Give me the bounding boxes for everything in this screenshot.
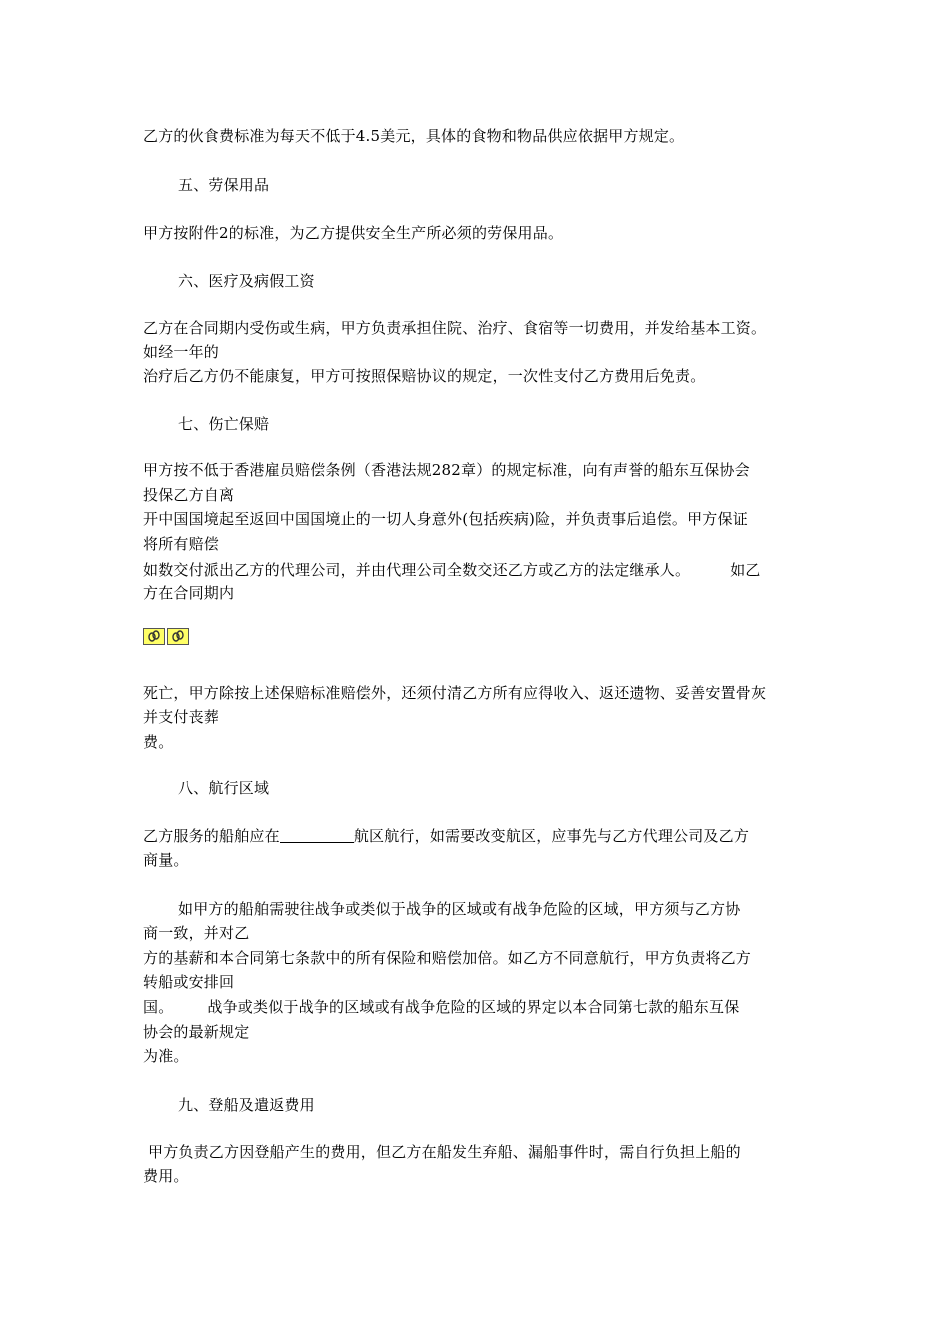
text-line: 方的基薪和本合同第七条款中的所有保险和赔偿加倍。如乙方不同意航行，甲方负责将乙方	[143, 949, 752, 967]
text-line: 甲方按附件2的标准，为乙方提供安全生产所必须的劳保用品。	[143, 224, 564, 242]
text-segment: 如数交付派出乙方的代理公司，并由代理公司全数交还乙方或乙方的法定继承人。	[143, 561, 691, 579]
section-heading-9: 九、登船及遣返费用	[178, 1096, 315, 1114]
text-line: 甲方按不低于香港雇员赔偿条例（香港法规282章）的规定标准，向有声誉的船东互保协会	[143, 461, 750, 479]
text-line	[143, 827, 749, 845]
text-line: 投保乙方自离	[143, 486, 235, 504]
text-line: 将所有赔偿	[143, 535, 220, 553]
text-line: 方在合同期内	[143, 584, 235, 602]
text-line: 费用。	[143, 1167, 189, 1185]
text-line: 并支付丧葬	[143, 708, 220, 726]
text-line: 乙方在合同期内受伤或生病，甲方负责承担住院、治疗、食宿等一切费用，并发给基本工资。	[143, 319, 767, 337]
text-line: 甲方负责乙方因登船产生的费用，但乙方在船发生弃船、漏船事件时，需自行负担上船的	[148, 1143, 741, 1161]
embedded-object-icons	[143, 628, 191, 645]
section-heading-8: 八、航行区域	[178, 779, 270, 797]
text-line	[143, 998, 739, 1016]
fill-in-blank	[280, 828, 354, 843]
text-line: 如经一年的	[143, 343, 220, 361]
section-heading-6: 六、医疗及病假工资	[178, 272, 315, 290]
link-icon[interactable]	[167, 628, 189, 645]
text-line: 如甲方的船舶需驶往战争或类似于战争的区域或有战争危险的区域，甲方须与乙方协	[178, 900, 741, 918]
text-line: 协会的最新规定	[143, 1023, 250, 1041]
text-segment: 乙方服务的船舶应在	[143, 827, 280, 845]
text-segment: 航区航行，如需要改变航区，应事先与乙方代理公司及乙方	[353, 827, 750, 845]
text-line: 转船或安排回	[143, 973, 235, 991]
text-line: 治疗后乙方仍不能康复，甲方可按照保赔协议的规定，一次性支付乙方费用后免责。	[143, 367, 706, 385]
text-line: 死亡，甲方除按上述保赔标准赔偿外，还须付清乙方所有应得收入、返还遗物、妥善安置骨灰	[143, 684, 767, 702]
section-heading-5: 五、劳保用品	[178, 176, 270, 194]
text-line	[143, 561, 761, 579]
text-line: 商一致，并对乙	[143, 924, 250, 942]
text-line: 为准。	[143, 1047, 189, 1065]
text-segment: 如乙	[730, 561, 761, 579]
text-segment: 战争或类似于战争的区域或有战争危险的区域的界定以本合同第七款的船东互保	[207, 998, 740, 1016]
text-line: 商量。	[143, 851, 189, 869]
text-line: 开中国国境起至返回中国国境止的一切人身意外(包括疾病)险，并负责事后追偿。甲方保证	[143, 510, 748, 528]
link-icon[interactable]	[143, 628, 165, 645]
text-segment: 国。	[143, 998, 174, 1016]
text-line: 乙方的伙食费标准为每天不低于4.5美元，具体的食物和物品供应依据甲方规定。	[143, 127, 685, 145]
text-line: 费。	[143, 733, 174, 751]
section-heading-7: 七、伤亡保赔	[178, 415, 270, 433]
